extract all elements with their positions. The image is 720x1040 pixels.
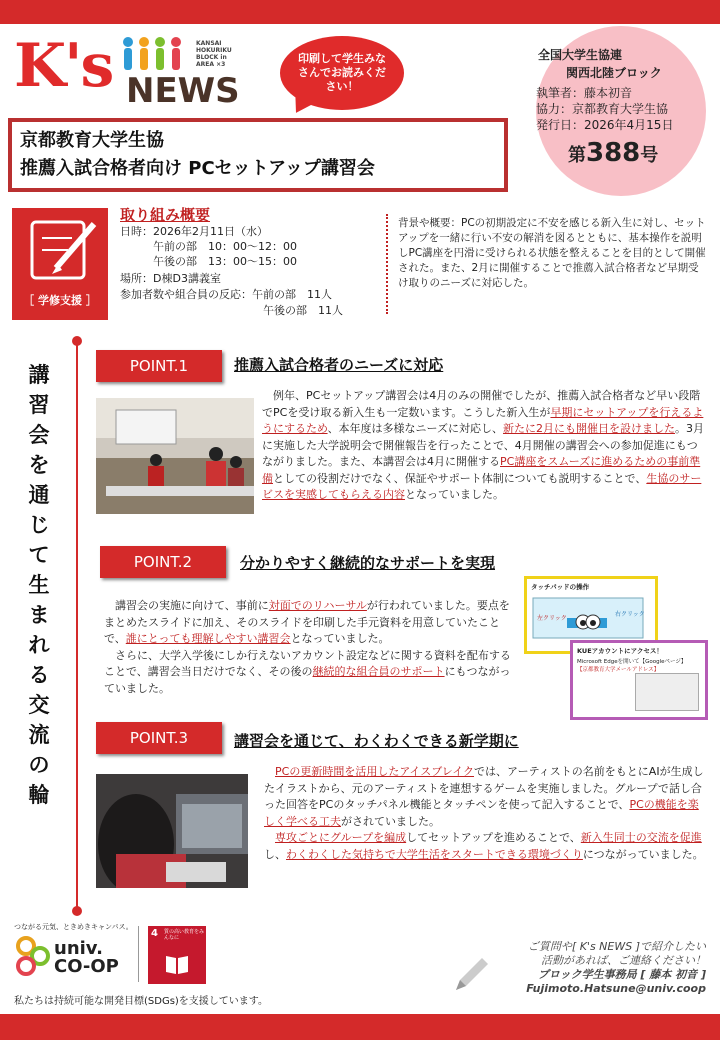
bottom-red-bar <box>0 1014 720 1040</box>
coop-tagline: つながる元気、ときめきキャンパス。 <box>14 923 133 931</box>
contact-line1: ご質問や[ K's NEWS ]で紹介したい <box>527 940 706 953</box>
coop-logo-icon <box>14 934 54 978</box>
vertical-title: 講習会を通じて生まれる交流の輪 <box>28 363 50 807</box>
issue-date: 発行日：2026年4月15日 <box>536 118 674 132</box>
title-line1: 京都教育大学生協 <box>20 130 164 151</box>
slide1-right: 右クリック <box>615 611 645 618</box>
top-red-bar <box>0 0 720 24</box>
point3-photo <box>96 774 248 888</box>
sdg-label: 質の高い教育をみんなに <box>164 929 205 941</box>
overview-heading: 取り組み概要 <box>120 206 211 224</box>
point1-body: 例年、PCセットアップ講習会は4月のみの開催でしたが、推薦入試合格者など早い段階でPCを受け取る新入生も一定数います。こうした新入生が早期にセットアップを行えるようにするため、本年度は多様なニーズに対応し、新たに2月にも開催日を設けました。3月に実施した大学説明会で開催報告を行ったことで、4月開催の講習会への参加促進にもつながりました。また、本講習会は4月に開催するPC講座をスムーズに進めるための事前準備としての役割だけでなく、保証やサポート体制についても説明することで、生協のサービスを実感してもらえる内容となっていました。 <box>262 389 705 501</box>
slide2-text1: Microsoft Edgeを開いて【Googleページ】 <box>577 659 687 665</box>
category-tag: ［ 学修支援 ］ <box>23 294 97 307</box>
issue-number: 第388号 <box>568 138 659 168</box>
slide2-text2: 【京都教育大学メールアドレス】 <box>577 667 660 673</box>
point1-tag: POINT.1 <box>96 350 222 382</box>
slide1-left: 左クリック <box>537 615 567 622</box>
overview-am: 午前の部 10：00〜12：00 <box>120 240 297 253</box>
point2-heading: 分かりやすく継続的なサポートを実現 <box>240 554 496 572</box>
org-name: 全国大学生協連 <box>538 48 623 62</box>
cooperation: 協力：京都教育大学生協 <box>536 102 669 116</box>
timeline-dot-top <box>72 336 82 346</box>
contact-line2: 活動があれば、ご連絡ください！ <box>541 954 706 967</box>
coop-logo-text: univ. CO-OP <box>54 938 119 977</box>
slide2-screenshot <box>635 673 699 711</box>
point2-tag: POINT.2 <box>100 546 226 578</box>
slide1-title: タッチパッドの操作 <box>531 583 590 591</box>
divider <box>386 214 390 314</box>
overview-date: 日時：2026年2月11日（水） <box>120 225 268 238</box>
contact-line3: ブロック学生事務局 [ 藤本 初音 ] <box>537 968 706 981</box>
overview-participants: 参加者数や組合員の反応：午前の部 11人 <box>120 288 332 301</box>
overview-participants2: 午後の部 11人 <box>120 304 343 317</box>
print-notice-bubble: 印刷して学生みなさんでお読みください！ <box>280 36 404 110</box>
sdgs-support: 私たちは持続可能な開発目標(SDGs)を支援しています。 <box>14 996 269 1007</box>
pen-writing-icon <box>12 208 108 288</box>
contact-email[interactable]: Fujimoto.Hatsune@univ.coop <box>526 982 706 995</box>
sdg-number: 4 <box>151 928 158 939</box>
book-icon <box>164 950 190 976</box>
slide2-title: KUEアカウントにアクセス！ <box>577 647 663 655</box>
logo-ks: K's <box>14 31 113 101</box>
people-logo-icon <box>120 36 192 72</box>
point1-photo <box>96 398 254 514</box>
logo-block-text: KANSAI HOKURIKU BLOCK in AREA ×3 <box>196 40 232 68</box>
overview-place: 場所：D棟D3講義室 <box>120 272 221 285</box>
overview-pm: 午後の部 13：00〜15：00 <box>120 255 297 268</box>
point3-body: PCの更新時間を活用したアイスブレイクでは、アーティストの名前をもとにAIが生成したイラストから、元のアーティストを連想するゲームを実施しました。グループで話し合った回答をPCのタッチパネル機能とタッチペンを使って記入することで、PCの機能を楽しく学べる工夫がされていました。 専攻ごとにグループを編成してセットアップを進めることで、新入生同士の交流を促進し、わくわくした気持ちで大学生活をスタートできる環境づくりにつながっていました。 <box>264 765 704 861</box>
author: 執筆者：藤本初音 <box>536 86 633 100</box>
logo-news: NEWS <box>126 71 240 111</box>
title-line2: 推薦入試合格者向け PCセットアップ講習会 <box>20 158 375 179</box>
point1-heading: 推薦入試合格者のニーズに対応 <box>234 356 444 374</box>
timeline-dot-bottom <box>72 906 82 916</box>
point3-heading: 講習会を通じて、わくわくできる新学期に <box>234 732 519 750</box>
contact-info <box>470 940 706 996</box>
sdg4-badge <box>148 926 206 984</box>
point3-tag: POINT.3 <box>96 722 222 754</box>
org-block: 関西北陸ブロック <box>566 66 662 80</box>
footer-divider <box>138 926 139 982</box>
point2-body: 講習会の実施に向けて、事前に対面でのリハーサルが行われていました。要点をまとめたスライドに加え、そのスライドを印刷した手元資料を用意していたことで、誰にとっても理解しやすい講習会となっていました。 さらに、大学入学後にしか行えないアカウント設定などに関する資料を配布することで、講習会当日だけでなく、その後の継続的な組合員のサポートにもつながっていました。 <box>104 599 511 695</box>
overview-background: 背景や概要：PCの初期設定に不安を感じる新入生に対し、セットアップを一緒に行い不安の解消を図るとともに、基本操作を説明しPC講座を円滑に受けられる状態を整えることを目的として開催された。また、2月に開催することで推薦入試合格者など早期受け取りのニーズに対応した。 <box>398 217 706 289</box>
timeline-line <box>76 340 78 910</box>
account-slide <box>570 640 708 720</box>
